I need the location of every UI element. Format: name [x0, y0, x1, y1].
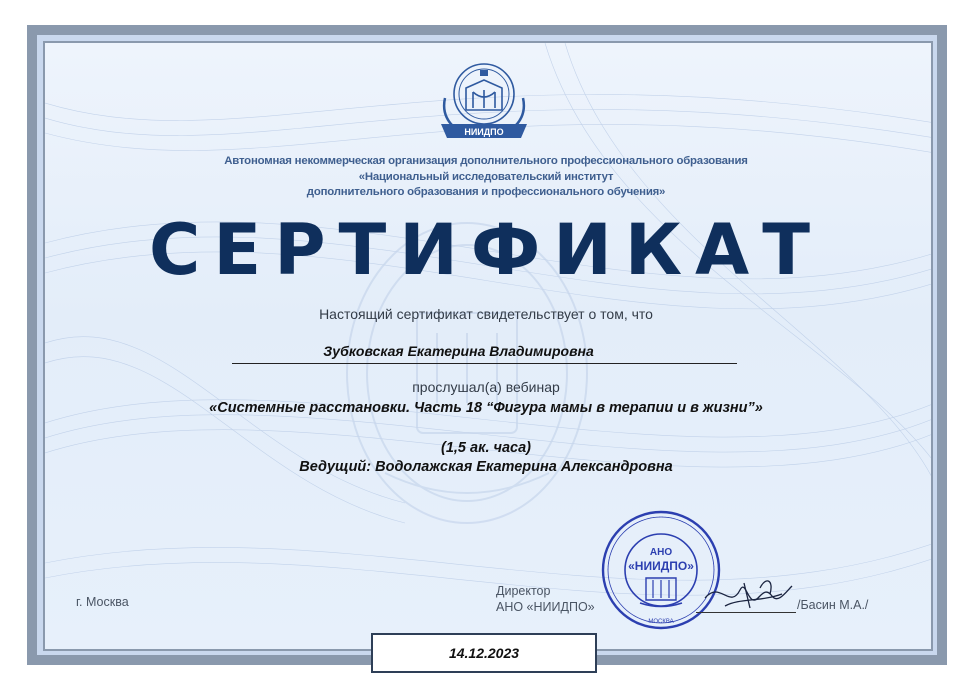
organization-line-2: «Национальный исследовательский институт [358, 170, 614, 183]
director-line-2: АНО «НИИДПО» [496, 600, 595, 614]
niidpo-logo-icon [433, 58, 535, 144]
signature-line [696, 612, 796, 613]
organization-name [150, 154, 822, 201]
organization-line-1: Автономная некоммерческая организация дополнительного профессионального образования [224, 155, 748, 167]
logo-text: НИИДПО [464, 127, 504, 137]
signature [700, 568, 800, 618]
certificate-title: СЕРТИФИКАТ [149, 209, 823, 291]
webinar-title: «Системные расстановки. Часть 18 “Фигура мамы в терапии и в жизни”» [209, 400, 763, 416]
stamp-line-2: «НИИДПО» [628, 559, 694, 573]
issue-date: 14.12.2023 [371, 633, 597, 673]
intro-text: Настоящий сертификат свидетельствует о том, что [319, 306, 653, 322]
webinar-hours: (1,5 ак. часа) [441, 440, 531, 456]
webinar-label: прослушал(а) вебинар [412, 379, 560, 395]
organization-line-3: дополнительного образования и профессионального обучения» [306, 186, 666, 198]
signer-name: /Басин М.А./ [797, 598, 869, 612]
stamp-bottom: МОСКВА [648, 619, 674, 625]
city: г. Москва [76, 595, 129, 609]
stamp-line-1: АНО [649, 547, 673, 558]
director-line-1: Директор [496, 584, 551, 598]
webinar-host: Ведущий: Водолажская Екатерина Александровна [299, 459, 673, 475]
director-title [496, 583, 595, 615]
recipient-name-text: Зубковская Екатерина Владимировна [323, 343, 594, 359]
recipient-name [232, 343, 737, 364]
